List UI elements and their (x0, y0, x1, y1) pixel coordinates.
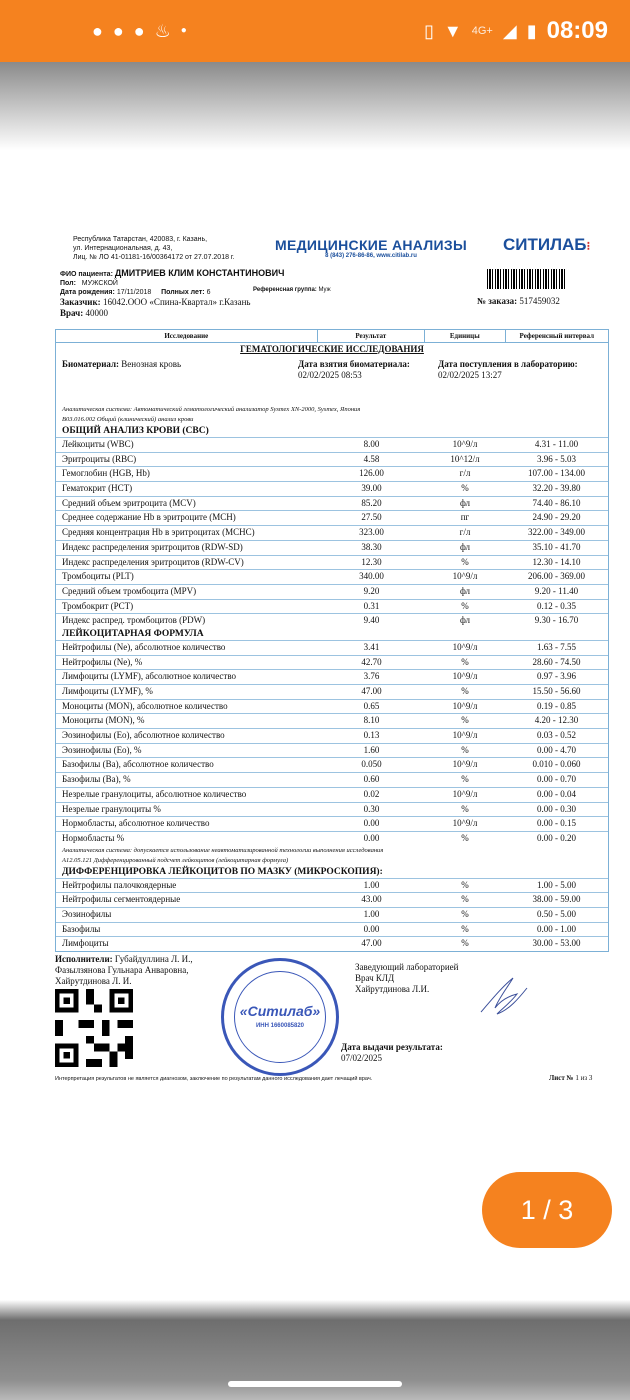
status-bar (0, 0, 630, 62)
result-value: 4.58 (363, 453, 380, 464)
test-name: Индекс распределения эритроцитов (RDW-CV) (62, 556, 244, 567)
analyzer-note: Аналитическая система: Автоматический гематологический анализатор Sysmex XN-2000, Sysmex, Япония (62, 406, 361, 413)
reference-range: 107.00 - 134.00 (528, 468, 585, 479)
table-row (56, 510, 608, 525)
head-line: Заведующий лабораторией (355, 962, 459, 972)
sheet-label: Лист № (549, 1074, 574, 1082)
sheet-num: 1 (575, 1074, 579, 1082)
sex-label: Пол: (60, 280, 76, 287)
test-name: Базофилы (62, 923, 101, 934)
issue-date-label: Дата выдачи результата: (341, 1042, 443, 1052)
test-name: Моноциты (MON), % (62, 715, 145, 726)
table-row (56, 757, 608, 772)
reference-range: 30.00 - 53.00 (532, 938, 581, 949)
result-value: 0.00 (363, 832, 380, 843)
table-row (56, 655, 608, 670)
patient-name: ДМИТРИЕВ КЛИМ КОНСТАНТИНОВИЧ (114, 268, 285, 278)
table-row (56, 922, 608, 937)
result-value: 8.10 (363, 715, 380, 726)
issue-date: 07/02/2025 (341, 1053, 383, 1063)
notification-icons (92, 18, 187, 44)
home-indicator[interactable] (228, 1381, 402, 1387)
result-value: 0.050 (361, 759, 382, 770)
test-name: Незрелые гранулоциты % (62, 803, 161, 814)
result-value: 3.41 (363, 641, 380, 652)
order-label: № заказа: (477, 296, 518, 306)
test-name: Средний объем тромбоцита (MPV) (62, 585, 197, 596)
battery-icon: ▮ (526, 21, 537, 41)
result-value: 1.60 (363, 744, 380, 755)
column-header: Исследование (56, 330, 318, 342)
executors-value: Губайдуллина Л. И., Фазылзянова Гульнара Анваровна, Хайрутдинова Л. И. (55, 954, 193, 986)
citilab-logo (503, 235, 590, 255)
reference-range: 12.30 - 14.10 (532, 556, 581, 567)
units: % (461, 656, 469, 667)
test-name: Средняя концентрация Hb в эритроцитах (MCHC) (62, 527, 255, 538)
chat-bubble-icon: ● (92, 21, 103, 41)
units: 10^9/л (452, 818, 478, 829)
units: 10^9/л (452, 759, 478, 770)
address-line: ул. Интернациональная, д. 43, (73, 245, 173, 252)
result-value: 9.20 (363, 585, 380, 596)
test-name: Нормобласты % (62, 832, 125, 843)
test-name: Лимфоциты (LYMF), абсолютное количество (62, 671, 237, 682)
sample-date: 02/02/2025 08:53 (298, 370, 362, 380)
biomaterial-value: Венозная кровь (121, 359, 182, 369)
result-value: 42.70 (361, 656, 382, 667)
units: г/л (459, 527, 471, 538)
barcode-icon (487, 269, 567, 289)
result-value: 47.00 (361, 686, 382, 696)
method-note: Аналитическая система: допускается использование неавтоматизированной технологии выполнения исследования (62, 846, 384, 854)
reference-range: 4.31 - 11.00 (534, 439, 579, 449)
units: % (461, 744, 469, 755)
table-row (56, 481, 608, 496)
units: % (461, 908, 469, 919)
reference-range: 0.00 - 1.00 (537, 923, 576, 934)
units: % (461, 774, 469, 785)
result-value: 126.00 (359, 468, 384, 479)
test-name: Эозинофилы (62, 908, 112, 919)
signal-icon: ◢ (502, 21, 517, 41)
table-row (56, 452, 608, 467)
reference-range: 74.40 - 86.10 (532, 497, 581, 508)
result-value: 0.30 (363, 803, 380, 814)
units: фл (459, 541, 471, 552)
stamp-inn: ИНН 1660085820 (255, 1023, 304, 1029)
table-row (56, 831, 608, 846)
service-code-note: B03.016.002 Общий (клинический) анализ крови (62, 416, 194, 423)
vibrate-icon: ▯ (424, 21, 434, 41)
client-value: 16042.ООО «Спина-Квартал» г.Казань (102, 297, 251, 307)
test-name: Лимфоциты (62, 938, 109, 949)
disclaimer: Интерпретация результатов не является диагнозом, заключение по результатам данного исследования дает лечащий врач. (55, 1076, 373, 1082)
units: фл (459, 585, 471, 596)
table-row (56, 743, 608, 758)
reference-range: 0.00 - 4.70 (537, 744, 576, 755)
address-line: Республика Татарстан, 420083, г. Казань, (73, 236, 208, 243)
results-table (55, 329, 609, 952)
test-name: Гемоглобин (HGB, Hb) (62, 468, 150, 479)
table-row (56, 684, 608, 699)
head-line: Врач КЛД (355, 973, 395, 983)
table-row (56, 525, 608, 540)
units: % (461, 715, 469, 726)
lab-date-label: Дата поступления в лабораторию: (438, 359, 578, 369)
units: 10^9/л (452, 730, 478, 741)
table-row (56, 496, 608, 511)
order-number (477, 296, 560, 306)
reference-range: 0.12 - 0.35 (537, 600, 576, 611)
table-row (56, 540, 608, 555)
units: % (461, 879, 469, 890)
test-name: Нейтрофилы сегментоядерные (62, 894, 181, 905)
ref-group-value: Муж (318, 287, 331, 293)
issue-date-block (341, 1042, 443, 1064)
test-name: Тромбокрит (PCT) (62, 600, 134, 611)
test-name: Эозинофилы (Eo), % (62, 744, 142, 755)
reference-range: 0.50 - 5.00 (537, 908, 576, 919)
chat-bubble-icon: ● (133, 21, 145, 41)
test-name: Нормобласты, абсолютное количество (62, 818, 210, 829)
brand-contacts: 8 (843) 276-86-86, www.citilab.ru (325, 253, 417, 259)
chat-bubble-icon: ● (112, 21, 124, 41)
test-name: Средний объем эритроцита (MCV) (62, 497, 196, 508)
address-line: Лиц. № ЛО 41-01181-16/00364172 от 27.07.2018 г. (73, 254, 235, 261)
table-row (56, 599, 608, 614)
test-name: Индекс распределения эритроцитов (RDW-SD) (62, 541, 243, 552)
logo-text: СИТИЛАБ (503, 235, 587, 254)
test-name: Моноциты (MON), абсолютное количество (62, 700, 228, 711)
reference-range: 0.00 - 0.04 (537, 788, 576, 799)
table-row (56, 569, 608, 584)
executors (55, 954, 205, 987)
reference-range: 15.50 - 56.60 (532, 686, 581, 696)
sheet-number (549, 1074, 592, 1082)
units: 10^9/л (452, 700, 478, 711)
result-value: 47.00 (361, 938, 382, 949)
lab-head (355, 962, 458, 995)
result-value: 27.50 (361, 512, 382, 523)
units: % (461, 832, 469, 843)
flame-icon: ♨ (154, 21, 171, 41)
clinic-stamp (221, 958, 339, 1076)
logo-dots-icon: ⁝ (586, 239, 591, 253)
result-value: 43.00 (361, 894, 382, 905)
smear-rows (56, 878, 608, 951)
result-value: 38.30 (361, 541, 382, 552)
column-header: Единицы (425, 330, 506, 342)
reference-range: 28.60 - 74.50 (532, 656, 581, 667)
org-address (73, 235, 235, 262)
client-info (60, 297, 251, 319)
table-row (56, 584, 608, 599)
result-value: 12.30 (361, 556, 382, 567)
units: 10^12/л (450, 453, 480, 464)
ref-group-label: Референсная группа: (253, 287, 317, 293)
stamp-name: «Ситилаб» (239, 1003, 321, 1019)
units: пг (460, 512, 470, 523)
result-value: 9.40 (363, 615, 380, 626)
units: 10^9/л (452, 439, 478, 449)
units: 10^9/л (452, 641, 478, 652)
reference-range: 24.90 - 29.20 (532, 512, 581, 523)
clock: 08:09 (546, 17, 608, 44)
result-value: 0.00 (363, 818, 380, 829)
test-name: Нейтрофилы (Ne), абсолютное количество (62, 641, 226, 652)
result-value: 0.02 (363, 788, 380, 799)
result-value: 340.00 (359, 571, 384, 582)
group-title: ДИФФЕРЕНЦИРОВКА ЛЕЙКОЦИТОВ ПО МАЗКУ (МИКРОСКОПИЯ): (62, 866, 383, 877)
table-row (56, 466, 608, 481)
reference-range: 322.00 - 349.00 (528, 527, 585, 538)
biomaterial-block (56, 355, 608, 405)
table-row (56, 555, 608, 570)
test-name: Гематокрит (HCT) (62, 483, 133, 494)
reference-range: 9.30 - 16.70 (534, 615, 579, 626)
reference-range: 0.00 - 0.20 (537, 832, 576, 843)
table-row (56, 613, 608, 628)
test-name: Незрелые гранулоциты, абсолютное количество (62, 788, 247, 799)
reference-range: 4.20 - 12.30 (534, 715, 579, 726)
units: % (461, 803, 469, 814)
reference-range: 1.63 - 7.55 (537, 641, 576, 652)
test-name: Эритроциты (RBC) (62, 453, 137, 464)
leukocyte-rows (56, 640, 608, 846)
reference-range: 9.20 - 11.40 (534, 585, 579, 596)
age-value: 6 (206, 289, 211, 296)
units: % (461, 483, 469, 494)
result-value: 0.31 (363, 600, 380, 611)
units: фл (459, 615, 471, 626)
units: % (461, 600, 469, 611)
units: 10^9/л (452, 671, 478, 682)
sheet-of: из 3 (580, 1074, 593, 1082)
table-row (56, 802, 608, 817)
age-label: Полных лет: (161, 289, 205, 296)
signature-icon (473, 968, 529, 1018)
system-icons (424, 14, 608, 48)
units: 10^9/л (452, 788, 478, 799)
page-indicator[interactable]: 1 / 3 (482, 1172, 612, 1248)
column-header: Результат (318, 330, 425, 342)
result-value: 0.60 (363, 774, 380, 785)
result-value: 85.20 (361, 497, 382, 508)
executors-label: Исполнители: (55, 954, 113, 964)
patient-name-label: ФИО пациента: (60, 271, 113, 278)
test-name: Нейтрофилы (Ne), % (62, 656, 143, 667)
service-code-note: A12.05.121 Дифференцированный подсчет лейкоцитов (лейкоцитарная формула) (62, 856, 289, 864)
reference-range: 32.20 - 39.80 (532, 483, 581, 494)
brand-title: МЕДИЦИНСКИЕ АНАЛИЗЫ (275, 237, 467, 253)
reference-range: 0.97 - 3.96 (537, 671, 576, 682)
table-row (56, 787, 608, 802)
biomaterial-label: Биоматериал: (62, 359, 120, 369)
table-header (56, 330, 608, 343)
reference-range: 3.96 - 5.03 (537, 453, 576, 464)
network-type: 4G+ (471, 25, 493, 37)
units: 10^9/л (452, 571, 478, 582)
reference-range: 0.010 - 0.060 (532, 759, 581, 770)
units: % (461, 938, 469, 949)
result-value: 0.13 (363, 730, 380, 741)
test-name: Тромбоциты (PLT) (62, 571, 134, 582)
table-row (56, 728, 608, 743)
dob-value: 17/11/2018 (116, 289, 152, 296)
test-name: Лейкоциты (WBC) (62, 439, 134, 449)
table-row (56, 878, 608, 893)
table-row (56, 772, 608, 787)
units: % (461, 556, 469, 567)
section-title: ГЕМАТОЛОГИЧЕСКИЕ ИССЛЕДОВАНИЯ (240, 344, 424, 354)
units: % (461, 923, 469, 934)
reference-range: 0.00 - 0.70 (537, 774, 576, 785)
sex-value: МУЖСКОЙ (81, 280, 118, 287)
test-name: Нейтрофилы палочкоядерные (62, 879, 177, 890)
result-value: 0.00 (363, 923, 380, 934)
result-value: 0.65 (363, 700, 380, 711)
test-name: Базофилы (Ba), % (62, 774, 131, 785)
reference-range: 0.19 - 0.85 (537, 700, 576, 711)
reference-range: 206.00 - 369.00 (528, 571, 585, 582)
table-row (56, 713, 608, 728)
result-value: 3.76 (363, 671, 380, 682)
reference-range: 35.10 - 41.70 (532, 541, 581, 552)
dob-label: Дата рождения: (60, 289, 115, 296)
ref-group (253, 287, 331, 293)
result-value: 323.00 (359, 527, 384, 538)
head-line: Хайрутдинова Л.И. (355, 984, 430, 994)
reference-range: 0.00 - 0.15 (537, 818, 576, 829)
table-row (56, 437, 608, 452)
reference-range: 1.00 - 5.00 (537, 879, 576, 890)
reference-range: 0.03 - 0.52 (537, 730, 576, 741)
table-row (56, 699, 608, 714)
group-title: ЛЕЙКОЦИТАРНАЯ ФОРМУЛА (62, 628, 204, 639)
result-value: 1.00 (363, 879, 380, 890)
result-value: 39.00 (361, 483, 382, 494)
reference-range: 38.00 - 59.00 (532, 894, 581, 905)
doctor-value: 40000 (85, 308, 108, 318)
test-name: Базофилы (Ba), абсолютное количество (62, 759, 214, 770)
table-row (56, 907, 608, 922)
test-name: Эозинофилы (Eo), абсолютное количество (62, 730, 225, 741)
sample-date-label: Дата взятия биоматериала: (298, 359, 410, 369)
wifi-icon: ▼ (443, 21, 462, 41)
units: г/л (459, 468, 471, 479)
viewer-top-shadow (0, 62, 630, 150)
result-value: 8.00 (363, 439, 380, 449)
client-label: Заказчик: (60, 297, 101, 307)
table-row (56, 936, 608, 951)
group-title: ОБЩИЙ АНАЛИЗ КРОВИ (CBC) (62, 426, 209, 436)
test-name: Индекс распред. тромбоцитов (PDW) (62, 615, 206, 626)
dot-icon: ● (180, 25, 187, 36)
table-row (56, 669, 608, 684)
table-row (56, 892, 608, 907)
brand-header (275, 237, 467, 259)
lab-date: 02/02/2025 13:27 (438, 370, 502, 380)
table-row (56, 640, 608, 655)
cbc-rows (56, 437, 608, 628)
table-row (56, 816, 608, 831)
units: % (461, 894, 469, 905)
doctor-label: Врач: (60, 308, 84, 318)
test-name: Лимфоциты (LYMF), % (62, 686, 153, 696)
units: % (461, 686, 469, 696)
reference-range: 0.00 - 0.30 (537, 803, 576, 814)
result-value: 1.00 (363, 908, 380, 919)
patient-info (60, 269, 440, 297)
test-name: Среднее содержание Hb в эритроците (MCH) (62, 512, 236, 523)
units: фл (459, 497, 471, 508)
column-header: Референсный интервал (519, 332, 595, 340)
qr-code-icon (55, 988, 133, 1068)
order-value: 517459032 (519, 296, 560, 306)
